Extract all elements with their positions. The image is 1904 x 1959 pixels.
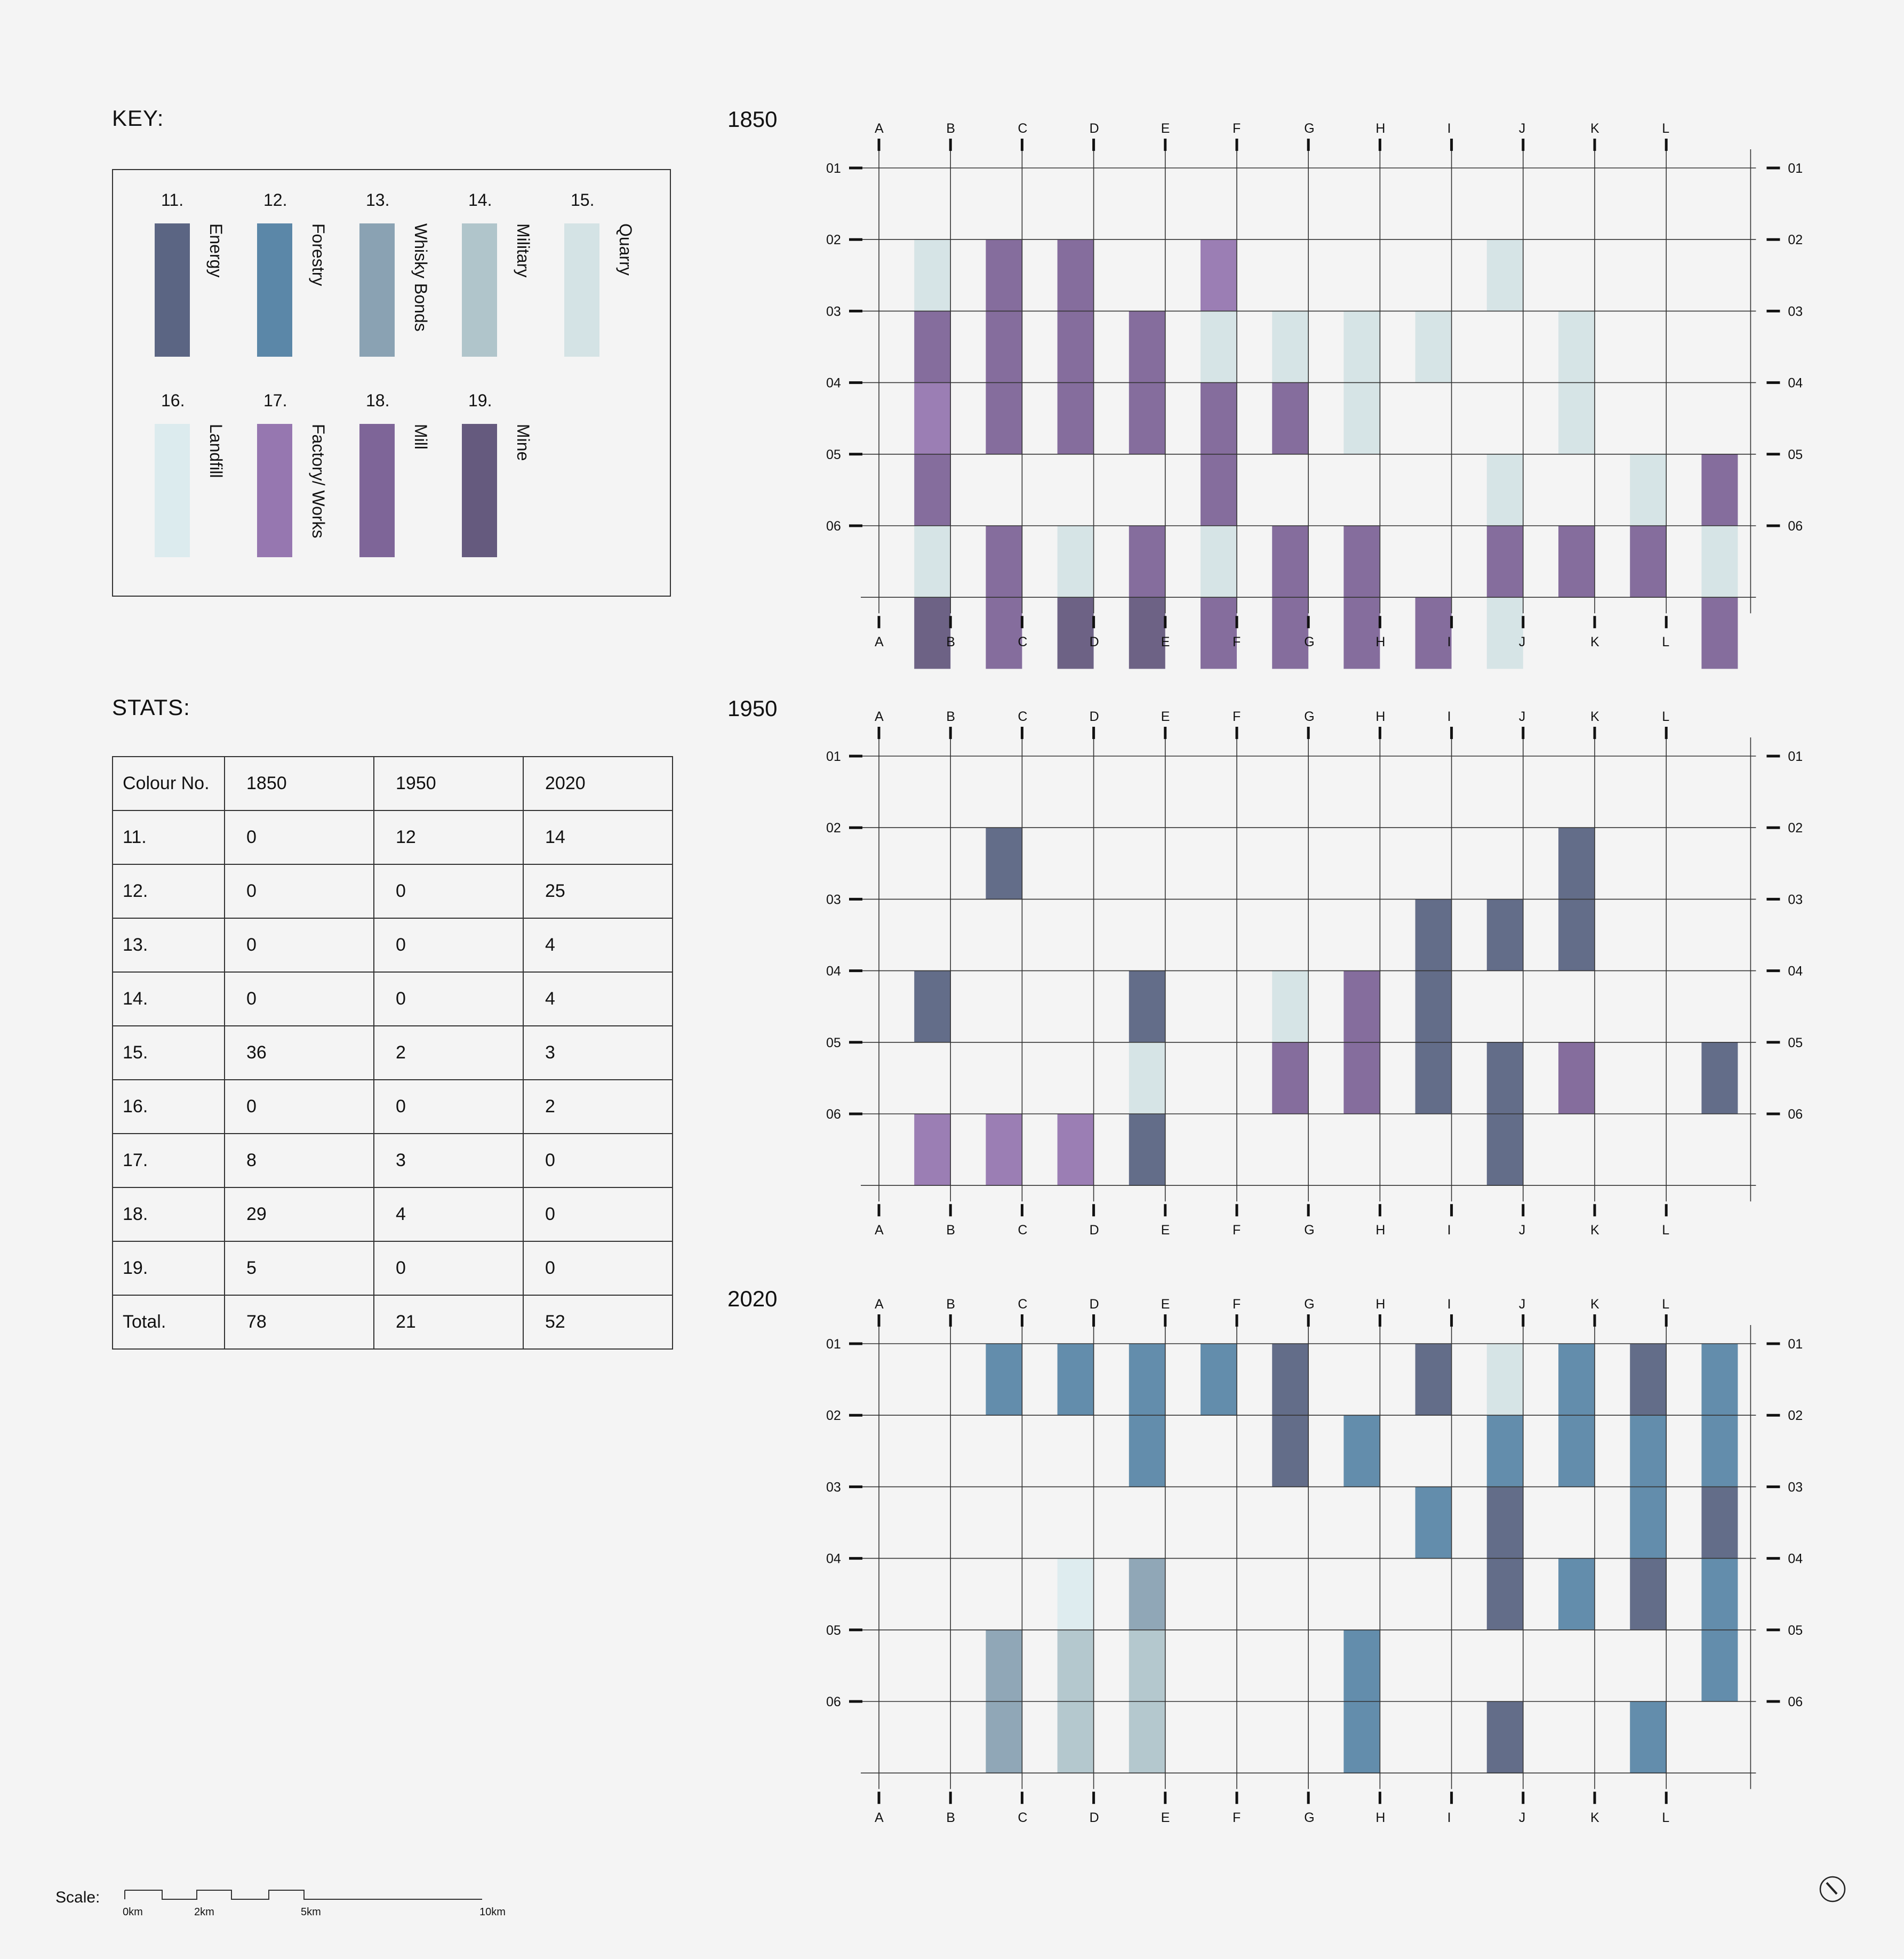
column-label: G <box>1304 1297 1315 1312</box>
row-label: 05 <box>1788 1035 1803 1050</box>
stats-cell: 0 <box>374 972 523 1026</box>
land-use-cell <box>1487 1487 1523 1558</box>
stats-cell: 29 <box>225 1187 374 1241</box>
stats-cell: 0 <box>225 864 374 918</box>
column-label: C <box>1018 1297 1028 1312</box>
column-label: G <box>1304 635 1315 650</box>
column-label: A <box>875 709 884 724</box>
stats-cell: 4 <box>523 918 673 972</box>
stats-cell: 3 <box>523 1026 673 1080</box>
stats-cell: 1950 <box>374 757 523 810</box>
stats-cell: 1850 <box>225 757 374 810</box>
land-use-cell <box>1487 1344 1523 1415</box>
stats-cell: 8 <box>225 1134 374 1187</box>
row-label: 03 <box>1788 1480 1803 1495</box>
stats-cell: 0 <box>523 1241 673 1295</box>
row-label: 05 <box>1788 447 1803 462</box>
stats-cell: 12. <box>113 864 225 918</box>
column-label: F <box>1233 635 1241 650</box>
row-label: 02 <box>1788 1408 1803 1424</box>
land-use-cell <box>1558 1415 1595 1487</box>
column-label: I <box>1447 635 1451 650</box>
stats-cell: 0 <box>225 972 374 1026</box>
row-label: 04 <box>826 964 841 979</box>
column-label: K <box>1590 709 1599 724</box>
land-use-cell <box>1701 1559 1738 1630</box>
column-label: D <box>1089 635 1099 650</box>
column-label: E <box>1161 1223 1170 1238</box>
column-label: L <box>1662 635 1670 650</box>
column-label: K <box>1590 1810 1599 1826</box>
stats-title: STATS: <box>112 695 190 720</box>
column-label: F <box>1233 121 1241 136</box>
land-use-cell <box>1487 1701 1523 1773</box>
stats-cell: 17. <box>113 1134 225 1187</box>
column-label: I <box>1447 121 1451 136</box>
stats-cell: 2 <box>523 1080 673 1134</box>
row-label: 05 <box>826 447 841 462</box>
row-label: 06 <box>826 1695 841 1709</box>
row-label: 04 <box>1788 1551 1803 1567</box>
key-label: Energy <box>206 223 226 278</box>
stats-cell: 16. <box>113 1080 225 1134</box>
land-use-cell <box>1058 1344 1094 1415</box>
row-label: 06 <box>826 1107 841 1122</box>
column-label: I <box>1447 1297 1451 1312</box>
key-label: Mine <box>514 424 533 461</box>
stats-cell: 15. <box>113 1026 225 1080</box>
column-label: A <box>875 1297 884 1312</box>
row-label: 04 <box>1788 375 1803 391</box>
row-label: 02 <box>1788 232 1803 248</box>
column-label: I <box>1447 709 1451 724</box>
column-label: J <box>1518 1223 1526 1238</box>
land-use-cell <box>1630 1487 1666 1558</box>
row-label: 03 <box>826 304 841 319</box>
column-label: G <box>1304 1223 1315 1238</box>
map-year-title: 2020 <box>727 1286 778 1311</box>
stats-cell: 18. <box>113 1187 225 1241</box>
stats-cell: 0 <box>374 1080 523 1134</box>
stats-cell: 0 <box>374 864 523 918</box>
stats-cell: 0 <box>225 1080 374 1134</box>
stats-cell: 14 <box>523 810 673 864</box>
column-label: B <box>946 1223 955 1238</box>
scale-tick-2: 5km <box>301 1906 321 1918</box>
stats-cell: 5 <box>225 1241 374 1295</box>
column-label: J <box>1518 121 1526 136</box>
stats-cell: 21 <box>374 1295 523 1349</box>
column-label: I <box>1447 1810 1451 1826</box>
land-use-cell <box>1058 1559 1094 1630</box>
row-label: 02 <box>826 821 841 836</box>
land-use-cell <box>1272 1344 1308 1415</box>
column-label: A <box>875 635 884 650</box>
row-label: 05 <box>826 1035 841 1050</box>
column-label: F <box>1233 1223 1241 1238</box>
land-use-cell <box>1129 1415 1165 1487</box>
scale-tick-3: 10km <box>479 1906 506 1918</box>
column-label: H <box>1375 1223 1386 1238</box>
stats-cell: 14. <box>113 972 225 1026</box>
column-label: H <box>1375 709 1386 724</box>
key-label: Factory/ Works <box>309 424 328 539</box>
row-label: 01 <box>1788 161 1803 176</box>
land-use-cell <box>1129 1701 1165 1773</box>
column-label: C <box>1018 1810 1028 1826</box>
scale-tick-1: 2km <box>194 1906 214 1918</box>
column-label: G <box>1304 709 1315 724</box>
column-label: C <box>1018 121 1028 136</box>
column-label: K <box>1590 121 1599 136</box>
column-label: G <box>1304 1810 1315 1826</box>
land-use-cell <box>1701 1630 1738 1701</box>
key-label: Whisky Bonds <box>411 223 430 332</box>
key-number: 12. <box>263 190 287 210</box>
column-label: F <box>1233 709 1241 724</box>
stats-cell: 4 <box>374 1187 523 1241</box>
key-number: 17. <box>263 391 287 410</box>
key-number: 15. <box>571 190 595 210</box>
column-label: B <box>946 709 955 724</box>
row-label: 01 <box>1788 1337 1803 1352</box>
land-use-cell <box>1129 1559 1165 1630</box>
key-number: 19. <box>468 391 492 410</box>
stats-cell: 19. <box>113 1241 225 1295</box>
stats-cell: 2 <box>374 1026 523 1080</box>
column-label: H <box>1375 121 1386 136</box>
stats-cell: 0 <box>374 918 523 972</box>
row-label: 06 <box>1788 519 1803 534</box>
column-label: J <box>1518 1297 1526 1312</box>
land-use-cell <box>1415 1344 1452 1415</box>
land-use-cell <box>1415 1487 1452 1558</box>
key-label: Landfill <box>206 424 226 478</box>
column-label: D <box>1089 121 1099 136</box>
stats-cell: 0 <box>523 1134 673 1187</box>
row-label: 02 <box>826 1408 841 1424</box>
key-label: Military <box>514 223 533 278</box>
land-use-cell <box>1343 1701 1380 1773</box>
land-use-cell <box>1272 1415 1308 1487</box>
row-label: 04 <box>826 1551 841 1567</box>
row-label: 05 <box>826 1623 841 1638</box>
stats-cell: 13. <box>113 918 225 972</box>
land-use-cell <box>1701 1415 1738 1487</box>
column-label: B <box>946 635 955 650</box>
stats-cell: Total. <box>113 1295 225 1349</box>
stats-cell: 11. <box>113 810 225 864</box>
stats-cell: 12 <box>374 810 523 864</box>
land-use-cell <box>1487 1415 1523 1487</box>
scale-ruler <box>55 1882 525 1930</box>
row-label: 06 <box>826 519 841 534</box>
row-label: 04 <box>826 375 841 391</box>
column-label: E <box>1161 121 1170 136</box>
land-use-cell <box>1058 1701 1094 1773</box>
key-label: Quarry <box>616 223 635 276</box>
column-label: G <box>1304 121 1315 136</box>
column-label: E <box>1161 1297 1170 1312</box>
stats-cell: 3 <box>374 1134 523 1187</box>
land-use-cell <box>1558 1344 1595 1415</box>
row-label: 01 <box>826 749 841 764</box>
scale-label: Scale: <box>55 1889 100 1906</box>
column-label: B <box>946 1297 955 1312</box>
column-label: D <box>1089 1297 1099 1312</box>
row-label: 01 <box>1788 749 1803 764</box>
stats-cell: 36 <box>225 1026 374 1080</box>
column-label: J <box>1518 709 1526 724</box>
column-label: B <box>946 1810 955 1826</box>
row-label: 04 <box>1788 964 1803 979</box>
land-use-cell <box>1701 1487 1738 1558</box>
row-label: 03 <box>826 892 841 908</box>
stats-cell: 25 <box>523 864 673 918</box>
map-year-title: 1950 <box>727 696 778 721</box>
row-label: 03 <box>1788 892 1803 908</box>
row-label: 03 <box>1788 304 1803 319</box>
column-label: K <box>1590 635 1599 650</box>
column-label: D <box>1089 1223 1099 1238</box>
column-label: A <box>875 121 884 136</box>
column-label: K <box>1590 1297 1599 1312</box>
stats-cell: 52 <box>523 1295 673 1349</box>
land-use-cell <box>1343 1630 1380 1701</box>
column-label: D <box>1089 1810 1099 1826</box>
column-label: A <box>875 1223 884 1238</box>
stats-cell: 2020 <box>523 757 673 810</box>
land-use-cell <box>1701 1344 1738 1415</box>
key-label: Mill <box>411 424 430 449</box>
column-label: E <box>1161 635 1170 650</box>
column-label: C <box>1018 635 1028 650</box>
key-number: 13. <box>366 190 390 210</box>
stats-cell: Colour No. <box>113 757 225 810</box>
land-use-cell <box>1630 1559 1666 1630</box>
column-label: A <box>875 1810 884 1826</box>
column-label: K <box>1590 1223 1599 1238</box>
column-label: H <box>1375 635 1386 650</box>
column-label: J <box>1518 1810 1526 1826</box>
row-label: 05 <box>1788 1623 1803 1638</box>
land-use-cell <box>986 1630 1022 1701</box>
column-label: L <box>1662 1810 1670 1826</box>
stats-cell: 0 <box>374 1241 523 1295</box>
column-label: L <box>1662 1297 1670 1312</box>
stats-cell: 0 <box>225 810 374 864</box>
scale-tick-0: 0km <box>123 1906 143 1918</box>
key-label: Forestry <box>309 223 328 286</box>
key-number: 14. <box>468 190 492 210</box>
key-number: 16. <box>161 391 185 410</box>
key-number: 11. <box>161 190 184 210</box>
column-label: I <box>1447 1223 1451 1238</box>
land-use-cell <box>1630 1415 1666 1487</box>
column-label: D <box>1089 709 1099 724</box>
row-label: 06 <box>1788 1695 1803 1709</box>
key-title: KEY: <box>112 106 164 131</box>
land-use-cell <box>1558 1559 1595 1630</box>
land-use-cell <box>986 1344 1022 1415</box>
key-number: 18. <box>366 391 390 410</box>
row-label: 01 <box>826 161 841 176</box>
stats-cell: 0 <box>523 1187 673 1241</box>
column-label: L <box>1662 121 1670 136</box>
land-use-cell <box>1630 1344 1666 1415</box>
column-label: C <box>1018 709 1028 724</box>
stats-cell: 0 <box>225 918 374 972</box>
row-label: 02 <box>826 232 841 248</box>
land-use-cell <box>1630 1701 1666 1773</box>
land-use-cell <box>1343 1415 1380 1487</box>
land-use-cell <box>1058 1630 1094 1701</box>
row-label: 01 <box>826 1337 841 1352</box>
column-label: H <box>1375 1810 1386 1826</box>
column-label: E <box>1161 709 1170 724</box>
map-year-title: 1850 <box>727 107 778 132</box>
column-label: F <box>1233 1297 1241 1312</box>
column-label: F <box>1233 1810 1241 1826</box>
land-use-cell <box>1487 1559 1523 1630</box>
stats-cell: 78 <box>225 1295 374 1349</box>
row-label: 03 <box>826 1480 841 1495</box>
column-label: L <box>1662 1223 1670 1238</box>
row-label: 02 <box>1788 821 1803 836</box>
column-label: E <box>1161 1810 1170 1826</box>
north-arrow-icon <box>1819 1876 1846 1902</box>
stats-cell: 4 <box>523 972 673 1026</box>
land-use-cell <box>986 1701 1022 1773</box>
column-label: J <box>1518 635 1526 650</box>
land-use-cell <box>1201 1344 1237 1415</box>
column-label: B <box>946 121 955 136</box>
row-label: 06 <box>1788 1107 1803 1122</box>
column-label: C <box>1018 1223 1028 1238</box>
land-use-cell <box>1129 1344 1165 1415</box>
column-label: L <box>1662 709 1670 724</box>
column-label: H <box>1375 1297 1386 1312</box>
land-use-cell <box>1129 1630 1165 1701</box>
